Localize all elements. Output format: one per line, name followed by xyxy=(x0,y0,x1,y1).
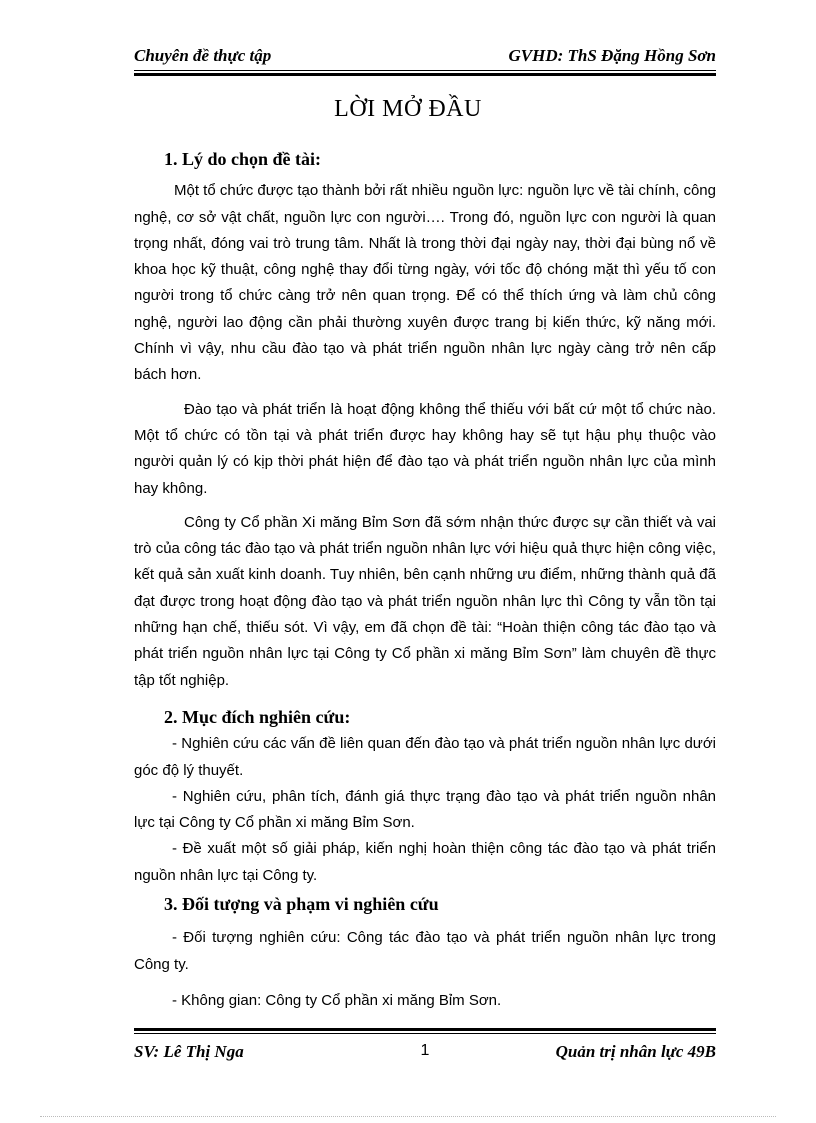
section-1-paragraph: Đào tạo và phát triển là hoạt động không thể thiếu với bất cứ một tổ chức nào. Một tổ chức có tồn tại và phát triển được hay không hay sẽ tụt hậu phụ thuộc vào người quản lý có kịp thời phát hiện để đào tạo và phát triển nguồn nhân lực của mình hay không. xyxy=(134,400,716,497)
section-3-item: - Không gian: Công ty Cổ phần xi măng Bỉm Sơn. xyxy=(172,991,502,1009)
page-header xyxy=(134,46,716,72)
document-body xyxy=(134,140,716,1014)
section-2-item: - Nghiên cứu, phân tích, đánh giá thực trạng đào tạo và phát triển nguồn nhân lực tại Công ty Cổ phần xi măng Bỉm Sơn. xyxy=(134,787,716,832)
section-3-item: - Đối tượng nghiên cứu: Công tác đào tạo và phát triển nguồn nhân lực trong Công ty. xyxy=(134,929,716,973)
section-1-paragraph: Một tổ chức được tạo thành bởi rất nhiều nguồn lực: nguồn lực về tài chính, công nghệ, cơ sở vật chất, nguồn lực con người…. Trong đó, nguồn lực con người là quan trọng nhất, đóng vai trò trung tâm. Nhất là trong thời đại ngày nay, thời đại bùng nổ về khoa học kỹ thuật, công nghệ thay đổi từng ngày, với tốc độ chóng mặt thì yếu tố con người trong tổ chức càng trở nên quan trọng. Để có thể thích ứng và làm chủ công nghệ, người lao động cần phải thường xuyên được trang bị kiến thức, kỹ năng mới. Chính vì vậy, nhu cầu đào tạo và phát triển nguồn nhân lực ngày càng trở nên cấp bách hơn. xyxy=(134,182,716,384)
section-1-heading: 1. Lý do chọn đề tài: xyxy=(164,149,322,169)
page-footer xyxy=(134,1028,716,1068)
page-bottom-divider xyxy=(40,1116,776,1117)
header-left-text: Chuyên đề thực tập xyxy=(134,46,272,65)
footer-right-text: Quản trị nhân lực 49B xyxy=(555,1042,716,1061)
header-right-text: GVHD: ThS Đặng Hồng Sơn xyxy=(508,46,716,65)
section-1-paragraph: Công ty Cổ phần Xi măng Bỉm Sơn đã sớm nhận thức được sự cần thiết và vai trò của công tác đào tạo và phát triển nguồn nhân lực với hiệu quả thực hiện công việc, kết quả sản xuất kinh doanh. Tuy nhiên, bên cạnh những ưu điểm, những thành quả đã đạt được trong hoạt động đào tạo và phát triển nguồn nhân lực thì Công ty vẫn tồn tại những hạn chế, thiếu sót. Vì vậy, em đã chọn đề tài: “Hoàn thiện công tác đào tạo và phát triển nguồn nhân lực tại Công ty Cổ phần xi măng Bỉm Sơn” làm chuyên đề thực tập tốt nghiệp. xyxy=(134,513,716,689)
footer-rule-thin xyxy=(134,1033,716,1034)
page-title: LỜI MỞ ĐẦU xyxy=(334,96,482,122)
section-2-item: - Nghiên cứu các vấn đề liên quan đến đào tạo và phát triển nguồn nhân lực dưới góc độ lý thuyết. xyxy=(134,735,716,779)
page-number: 1 xyxy=(420,1042,430,1059)
section-2-item: - Đề xuất một số giải pháp, kiến nghị hoàn thiện công tác đào tạo và phát triển nguồn nhân lực tại Công ty. xyxy=(134,840,716,884)
section-3-heading: 3. Đối tượng và phạm vi nghiên cứu xyxy=(164,894,439,915)
section-2-heading: 2. Mục đích nghiên cứu: xyxy=(164,706,351,727)
header-rule-thick xyxy=(134,73,716,76)
footer-student-name: SV: Lê Thị Nga xyxy=(134,1042,244,1061)
header-rule-thin xyxy=(134,70,716,71)
footer-rule-thick xyxy=(134,1028,716,1031)
